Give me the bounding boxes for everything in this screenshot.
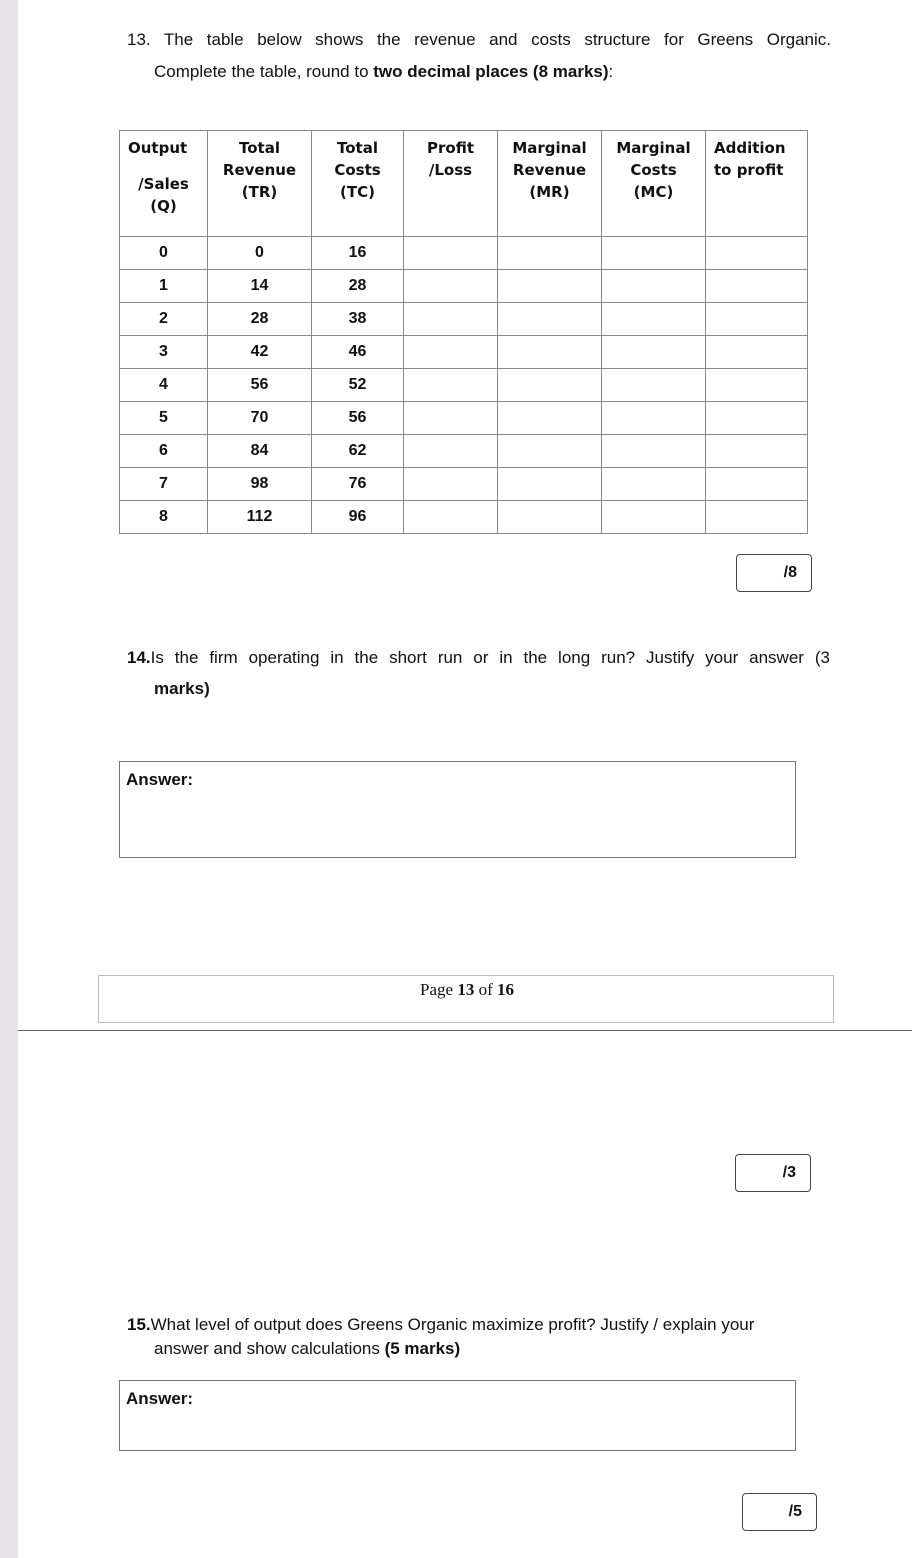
q15-prompt-line2: answer and show calculations (5 marks) bbox=[154, 1339, 461, 1358]
profit-loss-cell[interactable] bbox=[404, 336, 498, 369]
q15-prompt-line1: 15.What level of output does Greens Organic maximize profit? Justify / explain your bbox=[127, 1315, 755, 1334]
marginal-revenue-cell[interactable] bbox=[498, 369, 602, 402]
total-costs-cell: 52 bbox=[312, 369, 404, 402]
header-profit-loss: Profit /Loss bbox=[404, 131, 498, 237]
q14-score-box[interactable]: /3 bbox=[735, 1154, 811, 1192]
marginal-costs-cell[interactable] bbox=[602, 270, 706, 303]
addition-to-profit-cell[interactable] bbox=[706, 402, 808, 435]
header-marginal-costs: Marginal Costs (MC) bbox=[602, 131, 706, 237]
marginal-costs-cell[interactable] bbox=[602, 336, 706, 369]
marginal-costs-cell[interactable] bbox=[602, 501, 706, 534]
total-costs-cell: 96 bbox=[312, 501, 404, 534]
marginal-costs-cell[interactable] bbox=[602, 468, 706, 501]
q13-prompt-line2: Complete the table, round to two decimal places (8 marks): bbox=[154, 62, 614, 81]
output-cell: 7 bbox=[120, 468, 208, 501]
addition-to-profit-cell[interactable] bbox=[706, 501, 808, 534]
profit-loss-cell[interactable] bbox=[404, 237, 498, 270]
header-total-revenue: Total Revenue (TR) bbox=[208, 131, 312, 237]
total-costs-cell: 38 bbox=[312, 303, 404, 336]
profit-loss-cell[interactable] bbox=[404, 468, 498, 501]
output-cell: 5 bbox=[120, 402, 208, 435]
page-divider bbox=[18, 1030, 912, 1031]
total-revenue-cell: 98 bbox=[208, 468, 312, 501]
output-cell: 6 bbox=[120, 435, 208, 468]
total-costs-cell: 28 bbox=[312, 270, 404, 303]
q14-prompt-line2: marks) bbox=[154, 679, 210, 698]
total-costs-cell: 16 bbox=[312, 237, 404, 270]
table-row bbox=[120, 336, 808, 369]
table-row bbox=[120, 402, 808, 435]
addition-to-profit-cell[interactable] bbox=[706, 237, 808, 270]
q14-answer-box[interactable] bbox=[119, 761, 796, 858]
marginal-revenue-cell[interactable] bbox=[498, 270, 602, 303]
output-cell: 2 bbox=[120, 303, 208, 336]
output-cell: 3 bbox=[120, 336, 208, 369]
q14-prompt-line1: 14.Is the firm operating in the short run or in the long run? Justify your answer (3 bbox=[127, 648, 830, 667]
viewer-left-strip bbox=[0, 0, 18, 1558]
table-row bbox=[120, 369, 808, 402]
total-revenue-cell: 14 bbox=[208, 270, 312, 303]
marginal-revenue-cell[interactable] bbox=[498, 336, 602, 369]
addition-to-profit-cell[interactable] bbox=[706, 270, 808, 303]
marginal-costs-cell[interactable] bbox=[602, 303, 706, 336]
marginal-revenue-cell[interactable] bbox=[498, 402, 602, 435]
marginal-costs-cell[interactable] bbox=[602, 402, 706, 435]
total-costs-cell: 46 bbox=[312, 336, 404, 369]
page-footer bbox=[98, 975, 834, 1023]
table-row bbox=[120, 237, 808, 270]
addition-to-profit-cell[interactable] bbox=[706, 303, 808, 336]
addition-to-profit-cell[interactable] bbox=[706, 435, 808, 468]
marginal-costs-cell[interactable] bbox=[602, 237, 706, 270]
addition-to-profit-cell[interactable] bbox=[706, 336, 808, 369]
total-revenue-cell: 70 bbox=[208, 402, 312, 435]
header-output: Output /Sales (Q) bbox=[120, 131, 208, 237]
profit-loss-cell[interactable] bbox=[404, 501, 498, 534]
table-row bbox=[120, 303, 808, 336]
addition-to-profit-cell[interactable] bbox=[706, 468, 808, 501]
output-cell: 4 bbox=[120, 369, 208, 402]
total-revenue-cell: 0 bbox=[208, 237, 312, 270]
header-marginal-revenue: Marginal Revenue (MR) bbox=[498, 131, 602, 237]
marginal-costs-cell[interactable] bbox=[602, 435, 706, 468]
marginal-revenue-cell[interactable] bbox=[498, 237, 602, 270]
profit-loss-cell[interactable] bbox=[404, 303, 498, 336]
total-costs-cell: 76 bbox=[312, 468, 404, 501]
table-row bbox=[120, 270, 808, 303]
total-revenue-cell: 84 bbox=[208, 435, 312, 468]
answer-label: Answer: bbox=[126, 1389, 194, 1408]
q13-prompt-line1: 13. The table below shows the revenue and costs structure for Greens Organic. bbox=[127, 30, 831, 49]
total-costs-cell: 62 bbox=[312, 435, 404, 468]
revenue-cost-table bbox=[119, 130, 808, 534]
profit-loss-cell[interactable] bbox=[404, 402, 498, 435]
marginal-revenue-cell[interactable] bbox=[498, 303, 602, 336]
q15-score-box[interactable]: /5 bbox=[742, 1493, 817, 1531]
total-revenue-cell: 56 bbox=[208, 369, 312, 402]
marginal-revenue-cell[interactable] bbox=[498, 501, 602, 534]
marginal-revenue-cell[interactable] bbox=[498, 435, 602, 468]
output-cell: 0 bbox=[120, 237, 208, 270]
total-revenue-cell: 28 bbox=[208, 303, 312, 336]
header-total-costs: Total Costs (TC) bbox=[312, 131, 404, 237]
output-cell: 1 bbox=[120, 270, 208, 303]
profit-loss-cell[interactable] bbox=[404, 435, 498, 468]
page-number: Page 13 of 16 bbox=[420, 980, 514, 999]
table-row bbox=[120, 435, 808, 468]
profit-loss-cell[interactable] bbox=[404, 270, 498, 303]
total-revenue-cell: 112 bbox=[208, 501, 312, 534]
marginal-costs-cell[interactable] bbox=[602, 369, 706, 402]
output-cell: 8 bbox=[120, 501, 208, 534]
table-row bbox=[120, 501, 808, 534]
table-row bbox=[120, 468, 808, 501]
header-addition-to-profit: Addition to profit bbox=[706, 131, 808, 237]
table-header-row bbox=[120, 131, 808, 237]
q15-answer-box[interactable] bbox=[119, 1380, 796, 1451]
marginal-revenue-cell[interactable] bbox=[498, 468, 602, 501]
profit-loss-cell[interactable] bbox=[404, 369, 498, 402]
total-costs-cell: 56 bbox=[312, 402, 404, 435]
total-revenue-cell: 42 bbox=[208, 336, 312, 369]
addition-to-profit-cell[interactable] bbox=[706, 369, 808, 402]
q13-score-box[interactable]: /8 bbox=[736, 554, 812, 592]
answer-label: Answer: bbox=[126, 770, 194, 789]
